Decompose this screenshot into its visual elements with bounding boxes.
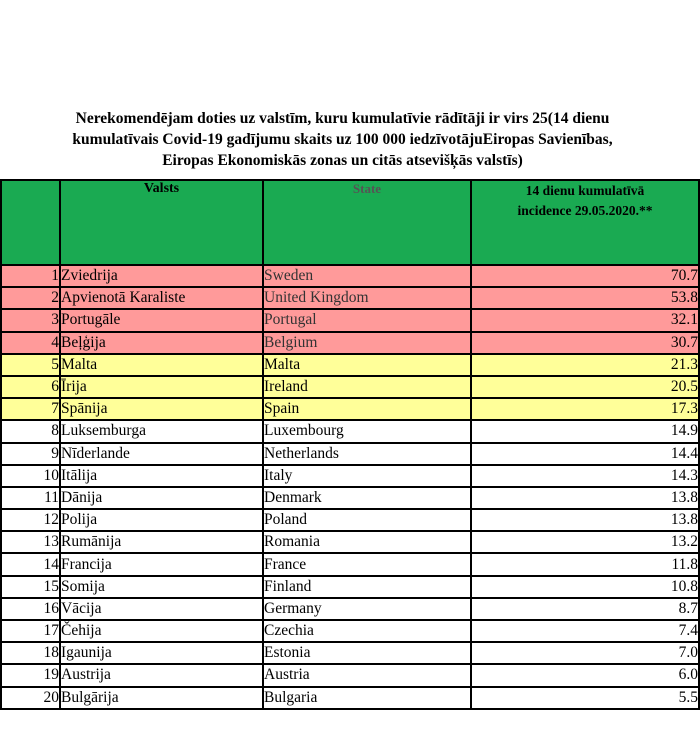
- row-number: 8: [1, 420, 60, 442]
- row-number: 19: [1, 664, 60, 686]
- header-valsts: Valsts: [60, 180, 263, 265]
- incidence-value: 13.8: [471, 487, 699, 509]
- row-number: 2: [1, 287, 60, 309]
- row-number: 12: [1, 509, 60, 531]
- country-name-en: Italy: [263, 465, 471, 487]
- country-name-en: Poland: [263, 509, 471, 531]
- country-name-en: Bulgaria: [263, 687, 471, 709]
- country-name-lv: Igaunija: [60, 642, 263, 664]
- row-number: 18: [1, 642, 60, 664]
- country-name-en: Estonia: [263, 642, 471, 664]
- incidence-value: 7.0: [471, 642, 699, 664]
- header-incidence-line: 14 dienu kumulatīvā: [525, 183, 645, 198]
- country-name-lv: Rumānija: [60, 531, 263, 553]
- country-name-en: Sweden: [263, 265, 471, 287]
- country-name-en: Romania: [263, 531, 471, 553]
- incidence-value: 8.7: [471, 598, 699, 620]
- incidence-value: 10.8: [471, 576, 699, 598]
- header-incidence-line: incidence 29.05.2020.**: [517, 203, 653, 218]
- table-row: [1, 398, 699, 420]
- incidence-value: 14.9: [471, 420, 699, 442]
- country-name-lv: Vācija: [60, 598, 263, 620]
- country-name-en: Netherlands: [263, 443, 471, 465]
- country-name-lv: Somija: [60, 576, 263, 598]
- incidence-value: 6.0: [471, 664, 699, 686]
- country-name-lv: Dānija: [60, 487, 263, 509]
- incidence-value: 32.1: [471, 309, 699, 331]
- table-row: [1, 664, 699, 686]
- row-number: 10: [1, 465, 60, 487]
- incidence-value: 21.3: [471, 354, 699, 376]
- incidence-value: 53.8: [471, 287, 699, 309]
- country-name-lv: Itālija: [60, 465, 263, 487]
- country-name-lv: Spānija: [60, 398, 263, 420]
- row-number: 1: [1, 265, 60, 287]
- table-row: [1, 309, 699, 331]
- country-name-lv: Zviedrija: [60, 265, 263, 287]
- table-row: [1, 287, 699, 309]
- incidence-value: 5.5: [471, 687, 699, 709]
- incidence-table: [0, 179, 700, 710]
- table-body: [1, 265, 699, 709]
- country-name-lv: Nīderlande: [60, 443, 263, 465]
- country-name-lv: Francija: [60, 553, 263, 575]
- country-name-lv: Beļģija: [60, 332, 263, 354]
- incidence-value: 20.5: [471, 376, 699, 398]
- row-number: 11: [1, 487, 60, 509]
- table-row: [1, 576, 699, 598]
- table-row: [1, 420, 699, 442]
- row-number: 9: [1, 443, 60, 465]
- incidence-value: 70.7: [471, 265, 699, 287]
- table-row: [1, 465, 699, 487]
- country-name-en: Denmark: [263, 487, 471, 509]
- row-number: 16: [1, 598, 60, 620]
- country-name-en: United Kingdom: [263, 287, 471, 309]
- incidence-value: 30.7: [471, 332, 699, 354]
- country-name-en: Luxembourg: [263, 420, 471, 442]
- header-number: [1, 180, 60, 265]
- country-name-en: France: [263, 553, 471, 575]
- table-row: [1, 443, 699, 465]
- row-number: 13: [1, 531, 60, 553]
- country-name-lv: Luksemburga: [60, 420, 263, 442]
- incidence-value: 17.3: [471, 398, 699, 420]
- table-row: [1, 509, 699, 531]
- row-number: 17: [1, 620, 60, 642]
- country-name-en: Czechia: [263, 620, 471, 642]
- country-name-en: Finland: [263, 576, 471, 598]
- document-title: [0, 108, 685, 171]
- table-row: [1, 265, 699, 287]
- table-row: [1, 598, 699, 620]
- table-row: [1, 620, 699, 642]
- row-number: 20: [1, 687, 60, 709]
- title-line: Nerekomendējam doties uz valstīm, kuru kumulatīvie rādītāji ir virs 25(14 dienu: [75, 110, 610, 127]
- table-row: [1, 487, 699, 509]
- table-row: [1, 642, 699, 664]
- incidence-value: 11.8: [471, 553, 699, 575]
- incidence-value: 14.3: [471, 465, 699, 487]
- country-name-en: Malta: [263, 354, 471, 376]
- incidence-value: 13.8: [471, 509, 699, 531]
- incidence-value: 7.4: [471, 620, 699, 642]
- country-name-lv: Bulgārija: [60, 687, 263, 709]
- country-name-lv: Portugāle: [60, 309, 263, 331]
- row-number: 14: [1, 553, 60, 575]
- country-name-lv: Malta: [60, 354, 263, 376]
- table-row: [1, 354, 699, 376]
- table-header: [1, 180, 699, 265]
- row-number: 15: [1, 576, 60, 598]
- header-state: State: [263, 180, 471, 265]
- table-row: [1, 531, 699, 553]
- row-number: 3: [1, 309, 60, 331]
- title-line: kumulatīvais Covid-19 gadījumu skaits uz 100 000 iedzīvotājuEiropas Savienības,: [72, 131, 613, 148]
- row-number: 4: [1, 332, 60, 354]
- header-incidence: [471, 180, 699, 265]
- table-row: [1, 687, 699, 709]
- row-number: 7: [1, 398, 60, 420]
- table-row: [1, 553, 699, 575]
- country-name-en: Austria: [263, 664, 471, 686]
- country-name-en: Ireland: [263, 376, 471, 398]
- row-number: 5: [1, 354, 60, 376]
- country-name-lv: Austrija: [60, 664, 263, 686]
- row-number: 6: [1, 376, 60, 398]
- country-name-en: Germany: [263, 598, 471, 620]
- country-name-lv: Apvienotā Karaliste: [60, 287, 263, 309]
- country-name-lv: Īrija: [60, 376, 263, 398]
- table-row: [1, 332, 699, 354]
- country-name-en: Belgium: [263, 332, 471, 354]
- country-name-lv: Polija: [60, 509, 263, 531]
- table-row: [1, 376, 699, 398]
- incidence-value: 13.2: [471, 531, 699, 553]
- country-name-en: Spain: [263, 398, 471, 420]
- incidence-value: 14.4: [471, 443, 699, 465]
- title-line: Eiropas Ekonomiskās zonas un citās atsevišķās valstīs): [162, 152, 523, 169]
- country-name-lv: Čehija: [60, 620, 263, 642]
- country-name-en: Portugal: [263, 309, 471, 331]
